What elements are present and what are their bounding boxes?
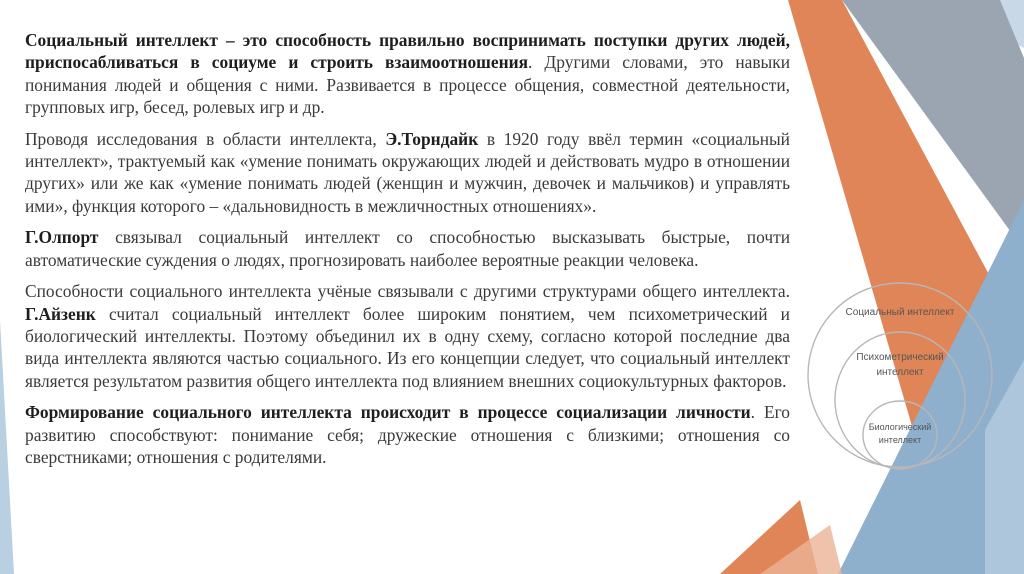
eysenck-name: Г.Айзенк bbox=[25, 303, 96, 324]
decor-blue-left bbox=[0, 320, 14, 574]
formation-text: . Его развитию способствуют: понимание себя; дружеские отношения с близкими; отношения со сверстниками; отношения с родителями. bbox=[25, 402, 790, 468]
paragraph-formation bbox=[25, 401, 790, 468]
formation-bold: Формирование социального интеллекта происходит в процессе социализации личности bbox=[25, 402, 751, 423]
paragraph-allport bbox=[25, 226, 790, 271]
thorndike-text-2: в 1920 году ввёл термин «социальный интеллект», трактуемый как «умение понимать окружающих людей и действовать мудро в отношении других» или же как «умение понимать людей (женщин и мужчин, девочек и мальчиков) и управлять ими», функция которого – «дальновидность в межличностных отношениях». bbox=[25, 128, 790, 216]
paragraph-definition bbox=[25, 29, 790, 118]
diagram-label-inner-2: интеллект bbox=[878, 435, 922, 445]
eysenck-text-1: Способности социального интеллекта учёные связывали с другими структурами общего интеллекта. bbox=[25, 281, 790, 302]
diagram-label-outer: Социальный интеллект bbox=[845, 307, 955, 318]
paragraph-thorndike bbox=[25, 128, 790, 217]
thorndike-name: Э.Торндайк bbox=[385, 128, 479, 149]
allport-text: связывал социальный интеллект со способностью высказывать быстрые, почти автоматические суждения о людях, прогнозировать наиболее вероятные реакции человека. bbox=[25, 227, 790, 270]
definition-text: . Другими словами, это навыки понимания людей и общения с ними. Развивается в процессе общения, совместной деятельности, групповых игр, бесед, ролевых игр и др. bbox=[25, 52, 790, 117]
allport-name: Г.Олпорт bbox=[25, 227, 99, 248]
paragraph-eysenck bbox=[25, 280, 790, 391]
slide-text bbox=[25, 29, 790, 478]
diagram-label-inner-1: Биологический bbox=[868, 422, 932, 432]
thorndike-text-1: Проводя исследования в области интеллекта, bbox=[25, 128, 386, 149]
diagram-label-middle-1: Психометрический bbox=[856, 352, 944, 363]
eysenck-text-2: считал социальный интеллект более широким понятием, чем психометрический и биологический интеллекты. Поэтому объединил их в одну схему, согласно которой последние два вида интеллекта являются частью социального. Из его концепции следует, что социальный интеллект является результатом развития общего интеллекта под влиянием внешних социокультурных факторов. bbox=[25, 303, 790, 391]
diagram-label-middle-2: интеллект bbox=[876, 367, 924, 378]
definition-bold: Социальный интеллект – это способность правильно воспринимать поступки других людей, приспосабливаться в социуме и строить взаимоотношения bbox=[25, 30, 790, 73]
